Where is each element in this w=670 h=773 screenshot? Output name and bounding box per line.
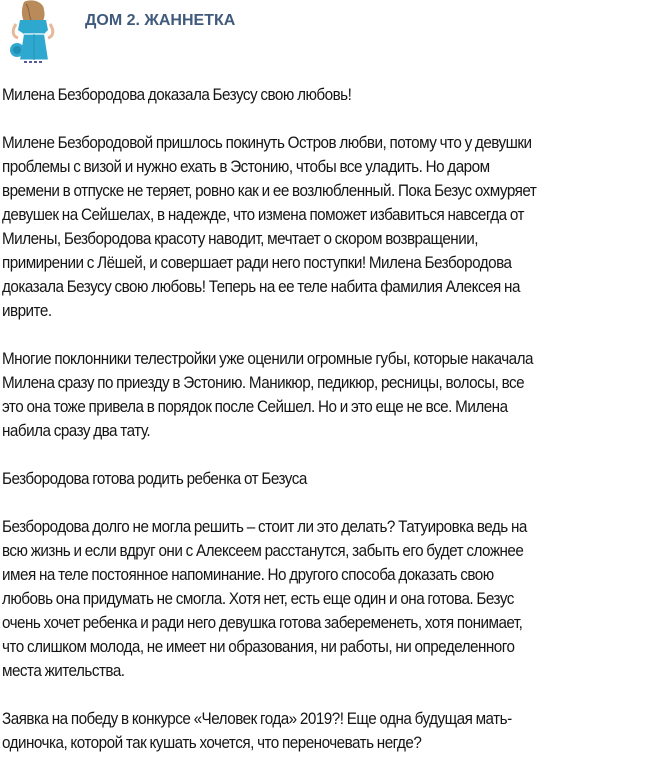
paragraph-3 [2,515,658,683]
paragraph-1 [2,131,658,323]
text-line: проблемы с визой и нужно ехать в Эстонию, чтобы все уладить. Но даром [2,158,490,176]
text-line: Безбородова готова родить ребенка от Безуса [2,470,307,488]
subheading [2,467,658,491]
text-line: времени в отпуске не теряет, ровно как и ее возлюбленный. Пока Безус охмуряет [2,182,537,200]
channel-title[interactable]: ДОМ 2. ЖАННЕТКА [85,12,236,29]
text-line: одиночка, которой так кушать хочется, что переночевать негде? [2,734,422,752]
text-line: очень хочет ребенка и ради него девушка готова забеременеть, хотя понимает, [2,614,523,632]
paragraph-2 [2,347,658,443]
article-headline [2,83,658,107]
text-line: Многие поклонники телестройки уже оценили огромные губы, которые накачала [2,350,533,368]
text-line: Милена Безбородова доказала Безусу свою любовь! [2,86,352,104]
text-line: Безбородова долго не могла решить – стоит ли это делать? Татуировка ведь на [2,518,527,536]
paragraph-4 [2,707,658,755]
text-line: всю жизнь и если вдруг они с Алексеем расстанутся, забыть его будет сложнее [2,542,524,560]
text-line: места жительства. [2,662,125,680]
text-line: Заявка на победу в конкурсе «Человек года» 2019?! Еще одна будущая мать- [2,710,512,728]
woman-in-blue-dress-avatar-icon [4,0,62,66]
text-line: девушек на Сейшелах, в надежде, что измена поможет избавиться навсегда от [2,206,524,224]
text-line: примирении с Лёшей, и совершает ради него поступки! Милена Безбородова [2,254,512,272]
text-line: иврите. [2,302,52,320]
text-line: что слишком молода, не имеет ни образования, ни работы, ни определенного [2,638,515,656]
text-line: любовь она придумать не смогла. Хотя нет, есть еще один и она готова. Безус [2,590,514,608]
text-line: Милене Безбородовой пришлось покинуть Остров любви, потому что у девушки [2,134,532,152]
text-line: имея на теле постоянное напоминание. Но другого способа доказать свою [2,566,494,584]
text-line: доказала Безусу свою любовь! Теперь на ее теле набита фамилия Алексея на [2,278,520,296]
text-line: набила сразу два тату. [2,422,151,440]
channel-avatar[interactable] [4,0,62,66]
text-line: это она тоже привела в порядок после Сейшел. Но и это еще не все. Милена [2,398,508,416]
post-header [0,0,670,70]
text-line: Милены, Безбородова красоту наводит, мечтает о скором возвращении, [2,230,478,248]
text-line: Милена сразу по приезду в Эстонию. Маникюр, педикюр, ресницы, волосы, все [2,374,525,392]
article-body [2,83,616,755]
